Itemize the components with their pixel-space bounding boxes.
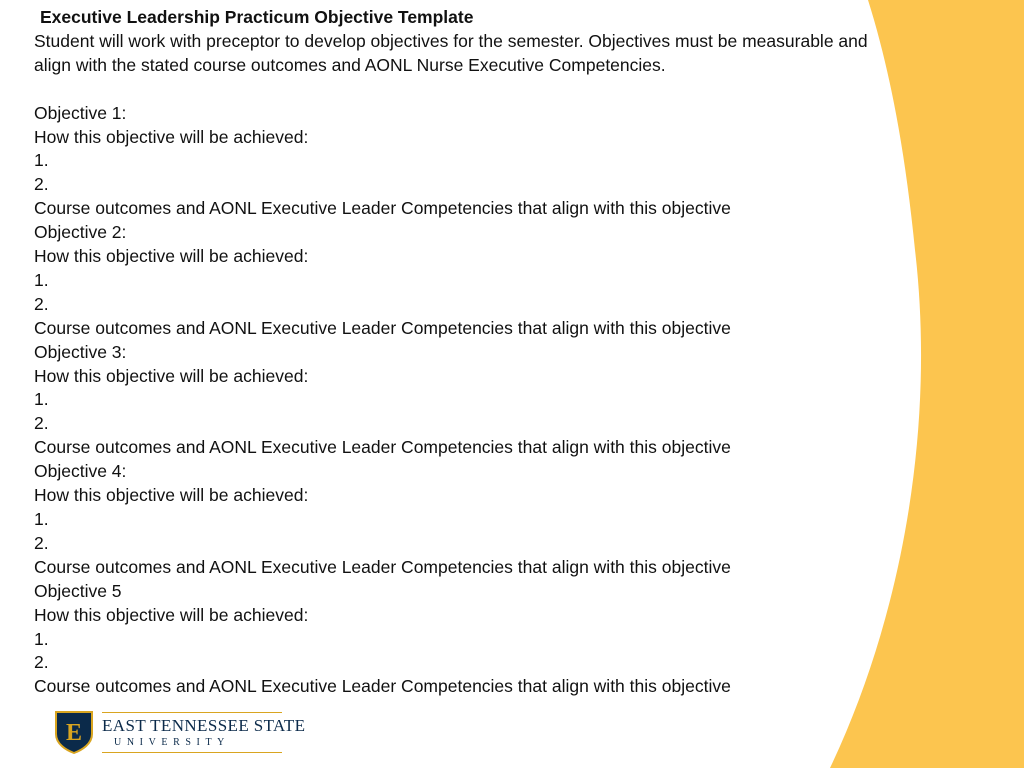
objective-label: Objective 4: — [34, 461, 127, 482]
logo-name: EAST TENNESSEE STATE — [102, 716, 306, 735]
objective-item: 2. — [34, 413, 49, 434]
document-body — [34, 6, 934, 699]
university-logo — [54, 710, 306, 756]
intro-line: Student will work with preceptor to develop objectives for the semester. Objectives must be measurable and — [34, 30, 868, 51]
intro-line: align with the stated course outcomes and AONL Nurse Executive Competencies. — [34, 54, 666, 75]
objective-label: Objective 2: — [34, 222, 127, 243]
objective-how: How this objective will be achieved: — [34, 604, 309, 625]
objective-alignment: Course outcomes and AONL Executive Leader Competencies that align with this objective — [34, 676, 731, 697]
objective-item: 1. — [34, 269, 49, 290]
objective-item: 2. — [34, 174, 49, 195]
spacer — [34, 78, 934, 102]
objective-item: 1. — [34, 509, 49, 530]
objective-how: How this objective will be achieved: — [34, 246, 309, 267]
objective-item: 2. — [34, 532, 49, 553]
objective-label: Objective 5 — [34, 580, 122, 601]
document-title: Executive Leadership Practicum Objective Template — [40, 7, 474, 27]
objective-item: 1. — [34, 628, 49, 649]
objective-label: Objective 3: — [34, 341, 127, 362]
objective-block — [34, 341, 934, 461]
logo-subname: UNIVERSITY — [114, 737, 230, 748]
objective-block — [34, 580, 934, 700]
logo-rule-top — [102, 712, 282, 713]
shield-icon — [54, 710, 94, 754]
objective-item: 1. — [34, 150, 49, 171]
objective-alignment: Course outcomes and AONL Executive Leader Competencies that align with this objective — [34, 198, 731, 219]
objective-alignment: Course outcomes and AONL Executive Leader Competencies that align with this objective — [34, 437, 731, 458]
objective-block — [34, 221, 934, 341]
objective-block — [34, 102, 934, 222]
objective-alignment: Course outcomes and AONL Executive Leader Competencies that align with this objective — [34, 556, 731, 577]
objective-block — [34, 460, 934, 580]
objective-alignment: Course outcomes and AONL Executive Leader Competencies that align with this objective — [34, 317, 731, 338]
shield-letter: E — [65, 720, 83, 746]
objective-how: How this objective will be achieved: — [34, 365, 309, 386]
objective-item: 2. — [34, 293, 49, 314]
logo-rule-bottom — [102, 752, 282, 753]
objective-how: How this objective will be achieved: — [34, 485, 309, 506]
objective-label: Objective 1: — [34, 102, 127, 123]
objective-item: 1. — [34, 389, 49, 410]
objective-how: How this objective will be achieved: — [34, 126, 309, 147]
objective-item: 2. — [34, 652, 49, 673]
